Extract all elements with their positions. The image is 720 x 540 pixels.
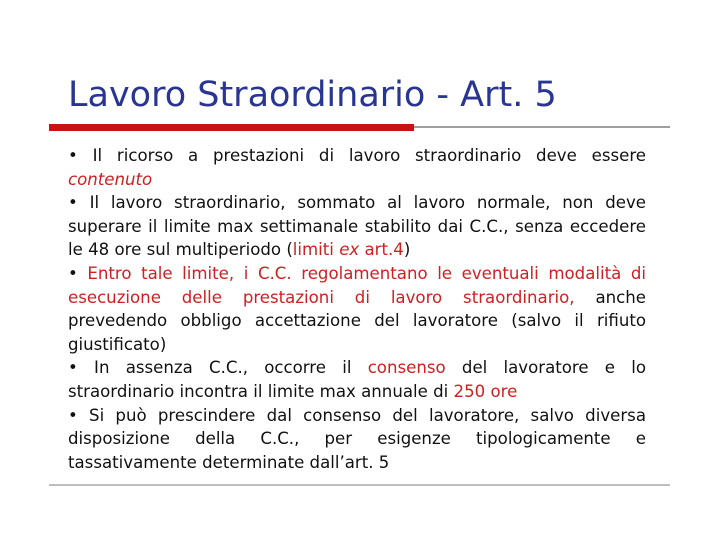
bullet-glyph: • bbox=[68, 405, 78, 425]
highlight-text: limiti bbox=[292, 240, 334, 260]
bullet-paragraph-2 bbox=[68, 191, 646, 262]
paragraph-text: anche prevedendo obbligo accettazione del lavoratore (salvo il rifiuto giustificato) bbox=[68, 287, 646, 354]
bullet-glyph: • bbox=[68, 358, 78, 378]
slide-body bbox=[68, 144, 646, 474]
highlight-text: art.4 bbox=[364, 240, 404, 260]
paragraph-text: del lavoratore e lo straordinario incontra il limite max annuale di bbox=[68, 358, 647, 401]
bullet-paragraph-3 bbox=[68, 262, 646, 356]
highlight-text: contenuto bbox=[68, 169, 153, 189]
highlight-text: 250 ore bbox=[453, 381, 518, 401]
bullet-paragraph-4 bbox=[68, 356, 646, 403]
paragraph-text: ) bbox=[403, 240, 411, 260]
paragraph-text: Il lavoro straordinario, sommato al lavoro normale, non deve superare il limite max settimanale stabilito dai C.C., senza eccedere le 48 ore sul multiperiodo ( bbox=[68, 193, 646, 260]
highlight-text-italic: ex bbox=[339, 240, 360, 260]
paragraph-text: Il ricorso a prestazioni di lavoro straordinario deve essere bbox=[92, 146, 646, 165]
bullet-paragraph-1 bbox=[68, 144, 646, 191]
footer-line bbox=[49, 484, 670, 486]
highlight-text: consenso bbox=[367, 358, 446, 378]
bullet-paragraph-5 bbox=[68, 404, 646, 475]
paragraph-text: In assenza C.C., occorre il bbox=[94, 358, 352, 378]
bullet-glyph: • bbox=[68, 146, 78, 165]
bullet-glyph: • bbox=[68, 193, 78, 213]
paragraph-text: Si può prescindere dal consenso del lavoratore, salvo diversa disposizione della C.C., per esigenze tipologicamente e tassativamente determinate dall’art. 5 bbox=[68, 405, 646, 472]
bullet-glyph: • bbox=[68, 263, 78, 283]
slide-title: Lavoro Straordinario - Art. 5 bbox=[68, 75, 557, 115]
title-underline-accent bbox=[49, 124, 414, 131]
highlight-text: Entro tale limite, i C.C. regolamentano le eventuali modalità di esecuzione delle prestazioni di lavoro straordinario, bbox=[68, 263, 646, 307]
title-underline-line bbox=[414, 126, 670, 128]
